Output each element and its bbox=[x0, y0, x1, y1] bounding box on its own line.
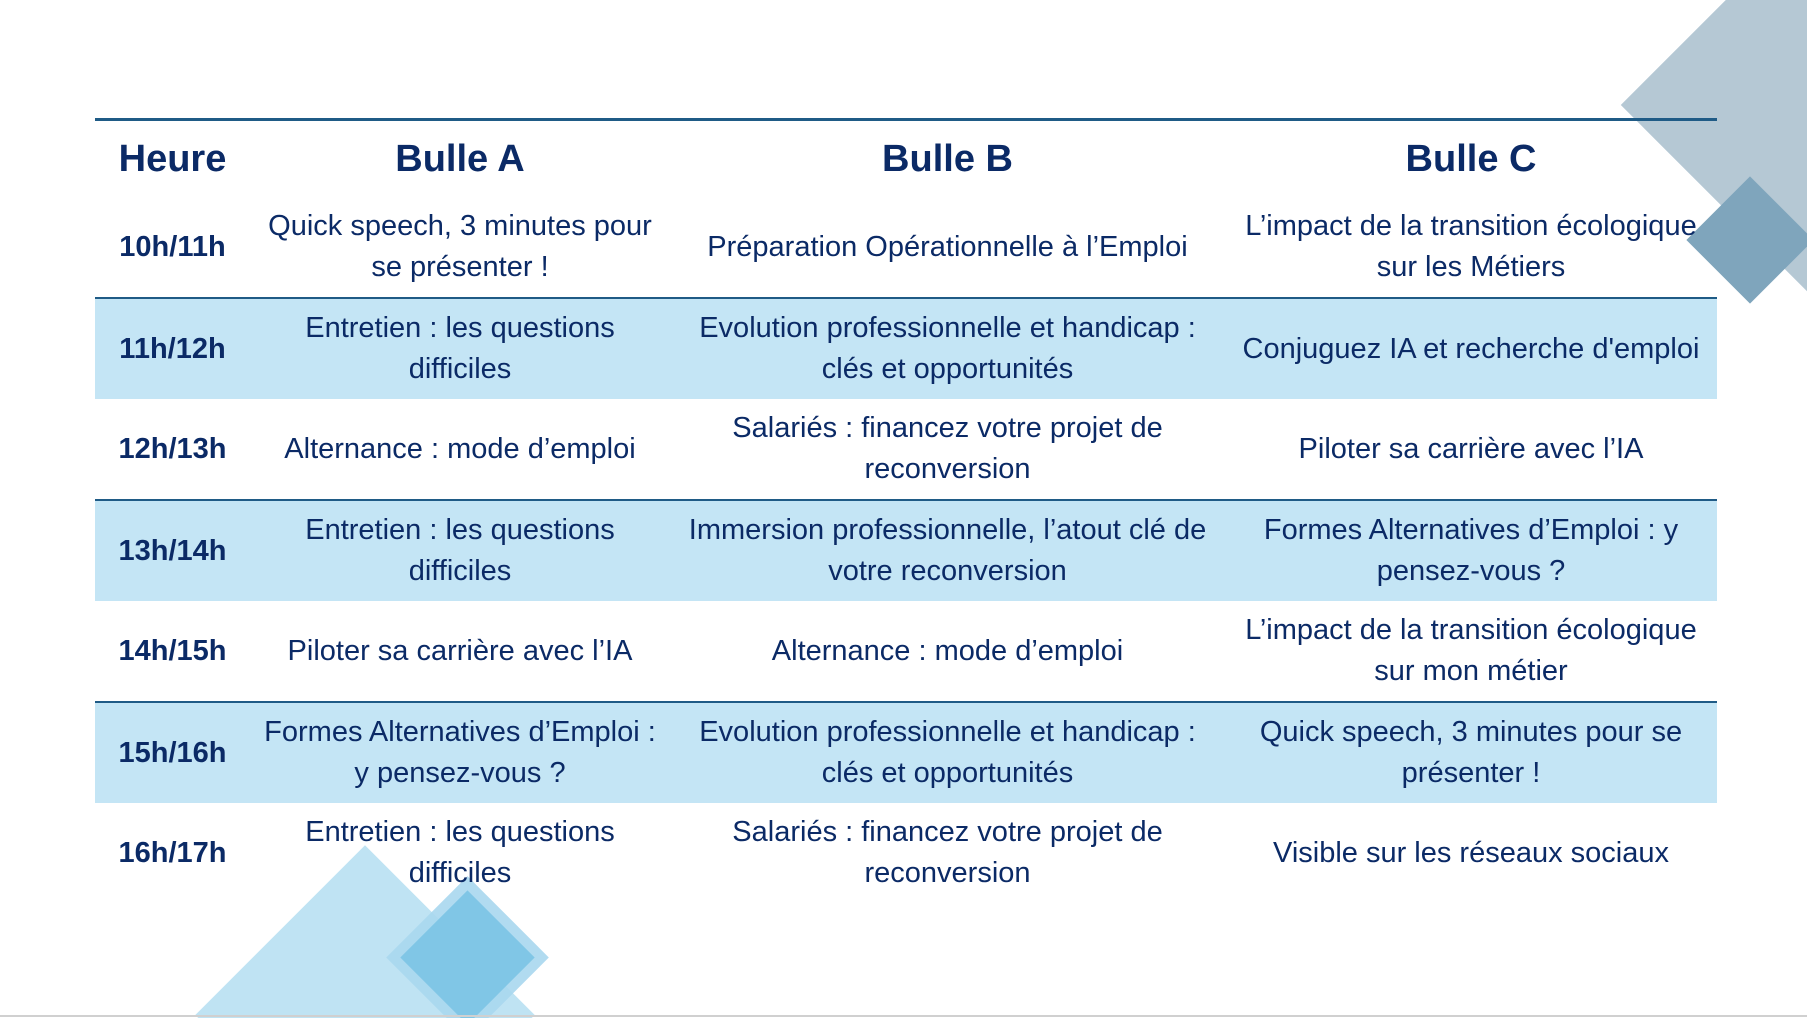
session-bulle-c: Formes Alternatives d’Emploi : y pensez-vous ? bbox=[1225, 500, 1717, 601]
session-bulle-b: Evolution professionnelle et handicap : clés et opportunités bbox=[670, 298, 1225, 399]
session-bulle-b: Salariés : financez votre projet de reconversion bbox=[732, 412, 1163, 485]
header-bulle-c: Bulle C bbox=[1405, 137, 1537, 180]
schedule-table bbox=[95, 118, 1717, 903]
time-slot: 11h/12h bbox=[95, 298, 250, 399]
session-bulle-c: Quick speech, 3 minutes pour se présenter ! bbox=[1225, 702, 1717, 803]
session-bulle-b: Evolution professionnelle et handicap : clés et opportunités bbox=[670, 702, 1225, 803]
session-bulle-c: Conjuguez IA et recherche d'emploi bbox=[1225, 298, 1717, 399]
session-bulle-a: Quick speech, 3 minutes pour se présenter ! bbox=[268, 210, 652, 283]
header-row bbox=[95, 120, 1717, 198]
session-bulle-b: Immersion professionnelle, l’atout clé de votre reconversion bbox=[670, 500, 1225, 601]
session-bulle-b: Alternance : mode d’emploi bbox=[771, 634, 1124, 667]
session-bulle-a: Formes Alternatives d’Emploi : y pensez-vous ? bbox=[250, 702, 670, 803]
time-slot: 14h/15h bbox=[118, 634, 227, 667]
schedule-row bbox=[95, 399, 1717, 500]
slide-bottom-border bbox=[0, 1015, 1807, 1017]
session-bulle-c: L’impact de la transition écologique sur les Métiers bbox=[1245, 210, 1697, 283]
session-bulle-a: Alternance : mode d’emploi bbox=[284, 432, 636, 465]
schedule-row bbox=[95, 298, 1717, 399]
header-bulle-a: Bulle A bbox=[395, 137, 525, 180]
schedule-row bbox=[95, 197, 1717, 298]
schedule-row bbox=[95, 601, 1717, 702]
time-slot: 13h/14h bbox=[95, 500, 250, 601]
time-slot: 15h/16h bbox=[95, 702, 250, 803]
session-bulle-a: Entretien : les questions difficiles bbox=[250, 298, 670, 399]
session-bulle-b: Salariés : financez votre projet de reconversion bbox=[732, 816, 1163, 889]
time-slot: 10h/11h bbox=[119, 230, 226, 263]
session-bulle-a: Entretien : les questions difficiles bbox=[250, 500, 670, 601]
session-bulle-c: Piloter sa carrière avec l’IA bbox=[1298, 432, 1644, 465]
session-bulle-c: Visible sur les réseaux sociaux bbox=[1273, 836, 1669, 869]
schedule-row bbox=[95, 702, 1717, 803]
session-bulle-b: Préparation Opérationnelle à l’Emploi bbox=[707, 230, 1188, 263]
session-bulle-a: Entretien : les questions difficiles bbox=[305, 816, 615, 889]
time-slot: 16h/17h bbox=[118, 836, 227, 869]
header-time: Heure bbox=[118, 137, 227, 180]
header-bulle-b: Bulle B bbox=[882, 137, 1013, 180]
session-bulle-a: Piloter sa carrière avec l’IA bbox=[287, 634, 633, 667]
schedule-row bbox=[95, 500, 1717, 601]
time-slot: 12h/13h bbox=[118, 432, 227, 465]
schedule-row bbox=[95, 803, 1717, 903]
session-bulle-c: L’impact de la transition écologique sur mon métier bbox=[1245, 614, 1697, 687]
